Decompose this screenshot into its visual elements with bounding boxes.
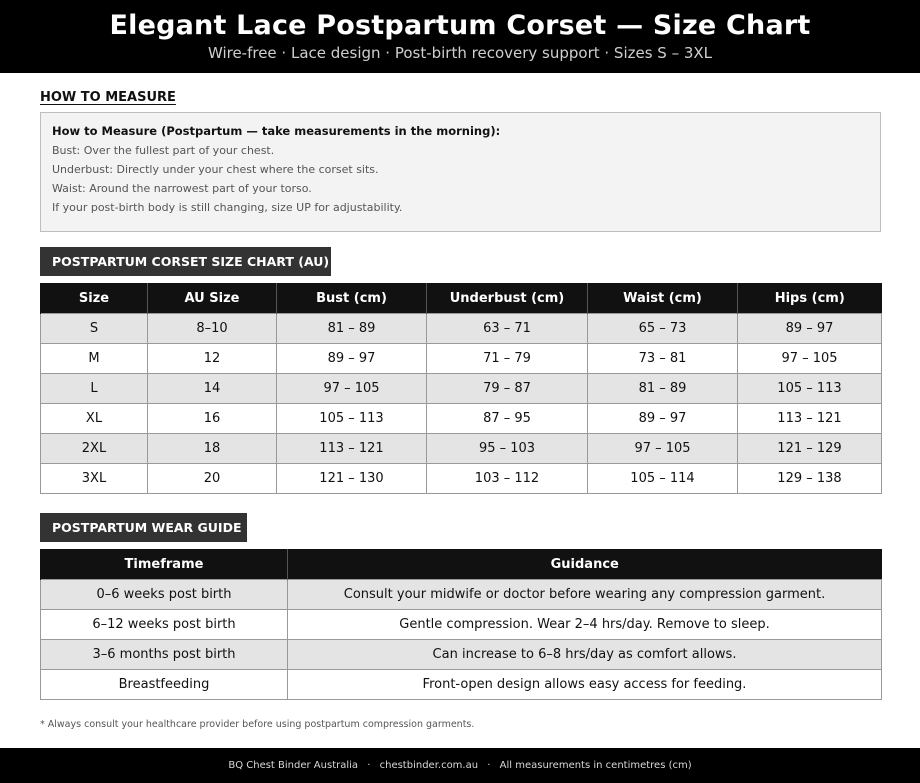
table-cell: 113 – 121: [277, 434, 427, 464]
wear-guide-table: [40, 549, 882, 700]
table-row: [41, 670, 882, 700]
table-cell: Gentle compression. Wear 2–4 hrs/day. Remove to sleep.: [288, 610, 882, 640]
table-cell: 12: [148, 344, 277, 374]
table-cell: 81 – 89: [588, 374, 738, 404]
size-chart-table: [40, 283, 882, 494]
table-cell: M: [41, 344, 148, 374]
size-chart-label: POSTPARTUM CORSET SIZE CHART (AU): [40, 247, 331, 276]
column-header: Underbust (cm): [427, 283, 588, 314]
column-header: Timeframe: [41, 549, 288, 580]
table-cell: 87 – 95: [427, 404, 588, 434]
table-cell: 18: [148, 434, 277, 464]
table-cell: Can increase to 6–8 hrs/day as comfort allows.: [288, 640, 882, 670]
table-row: [41, 464, 882, 494]
table-cell: 2XL: [41, 434, 148, 464]
wear-guide-label: POSTPARTUM WEAR GUIDE: [40, 513, 247, 542]
table-cell: 129 – 138: [738, 464, 882, 494]
footer-site: chestbinder.com.au: [379, 760, 479, 771]
table-cell: S: [41, 314, 148, 344]
table-row: [41, 374, 882, 404]
table-cell: Consult your midwife or doctor before wearing any compression garment.: [288, 580, 882, 610]
table-row: [41, 344, 882, 374]
column-header: AU Size: [148, 283, 277, 314]
table-cell: 65 – 73: [588, 314, 738, 344]
table-row: [41, 314, 882, 344]
table-cell: 3XL: [41, 464, 148, 494]
table-cell: 89 – 97: [738, 314, 882, 344]
table-row: [41, 610, 882, 640]
table-cell: 103 – 112: [427, 464, 588, 494]
table-cell: 73 – 81: [588, 344, 738, 374]
column-header: Guidance: [288, 549, 882, 580]
size-chart-header-row: [41, 283, 882, 314]
table-row: [41, 404, 882, 434]
footer-separator: ·: [487, 760, 491, 771]
column-header: Hips (cm): [738, 283, 882, 314]
page-title: Elegant Lace Postpartum Corset — Size Chart: [109, 10, 811, 41]
measure-line-waist: Waist: Around the narrowest part of your torso.: [52, 182, 312, 195]
column-header: Size: [41, 283, 148, 314]
table-cell: 97 – 105: [738, 344, 882, 374]
table-cell: 14: [148, 374, 277, 404]
wear-guide-header-row: [41, 549, 882, 580]
table-cell: Front-open design allows easy access for feeding.: [288, 670, 882, 700]
table-cell: 95 – 103: [427, 434, 588, 464]
how-to-measure-box: [40, 112, 881, 232]
table-cell: 89 – 97: [277, 344, 427, 374]
table-cell: 71 – 79: [427, 344, 588, 374]
table-cell: 97 – 105: [277, 374, 427, 404]
table-cell: 113 – 121: [738, 404, 882, 434]
table-row: [41, 434, 882, 464]
table-cell: 105 – 113: [738, 374, 882, 404]
how-to-measure-heading: HOW TO MEASURE: [40, 90, 176, 105]
page-subtitle: Wire-free · Lace design · Post-birth recovery support · Sizes S – 3XL: [207, 44, 713, 62]
column-header: Bust (cm): [277, 283, 427, 314]
table-cell: 8–10: [148, 314, 277, 344]
table-cell: 3–6 months post birth: [41, 640, 288, 670]
page-header: [0, 0, 920, 73]
table-cell: 97 – 105: [588, 434, 738, 464]
table-cell: 63 – 71: [427, 314, 588, 344]
footer-brand: BQ Chest Binder Australia: [228, 760, 359, 771]
table-row: [41, 640, 882, 670]
footer-units: All measurements in centimetres (cm): [499, 760, 692, 771]
table-cell: 79 – 87: [427, 374, 588, 404]
table-cell: Breastfeeding: [41, 670, 288, 700]
measure-box-title: How to Measure (Postpartum — take measurements in the morning):: [52, 124, 501, 138]
table-cell: 6–12 weeks post birth: [41, 610, 288, 640]
table-cell: 121 – 129: [738, 434, 882, 464]
table-cell: XL: [41, 404, 148, 434]
column-header: Waist (cm): [588, 283, 738, 314]
table-cell: L: [41, 374, 148, 404]
measure-line-tip: If your post-birth body is still changing, size UP for adjustability.: [52, 201, 403, 214]
table-cell: 89 – 97: [588, 404, 738, 434]
footer-separator: ·: [367, 760, 371, 771]
table-cell: 105 – 114: [588, 464, 738, 494]
page-footer: [0, 748, 920, 783]
disclaimer-note: * Always consult your healthcare provider before using postpartum compression garments.: [40, 719, 475, 730]
table-cell: 81 – 89: [277, 314, 427, 344]
table-cell: 121 – 130: [277, 464, 427, 494]
table-cell: 0–6 weeks post birth: [41, 580, 288, 610]
measure-line-bust: Bust: Over the fullest part of your chest.: [52, 144, 275, 157]
table-cell: 20: [148, 464, 277, 494]
table-cell: 16: [148, 404, 277, 434]
table-cell: 105 – 113: [277, 404, 427, 434]
table-row: [41, 580, 882, 610]
measure-line-underbust: Underbust: Directly under your chest where the corset sits.: [52, 163, 379, 176]
